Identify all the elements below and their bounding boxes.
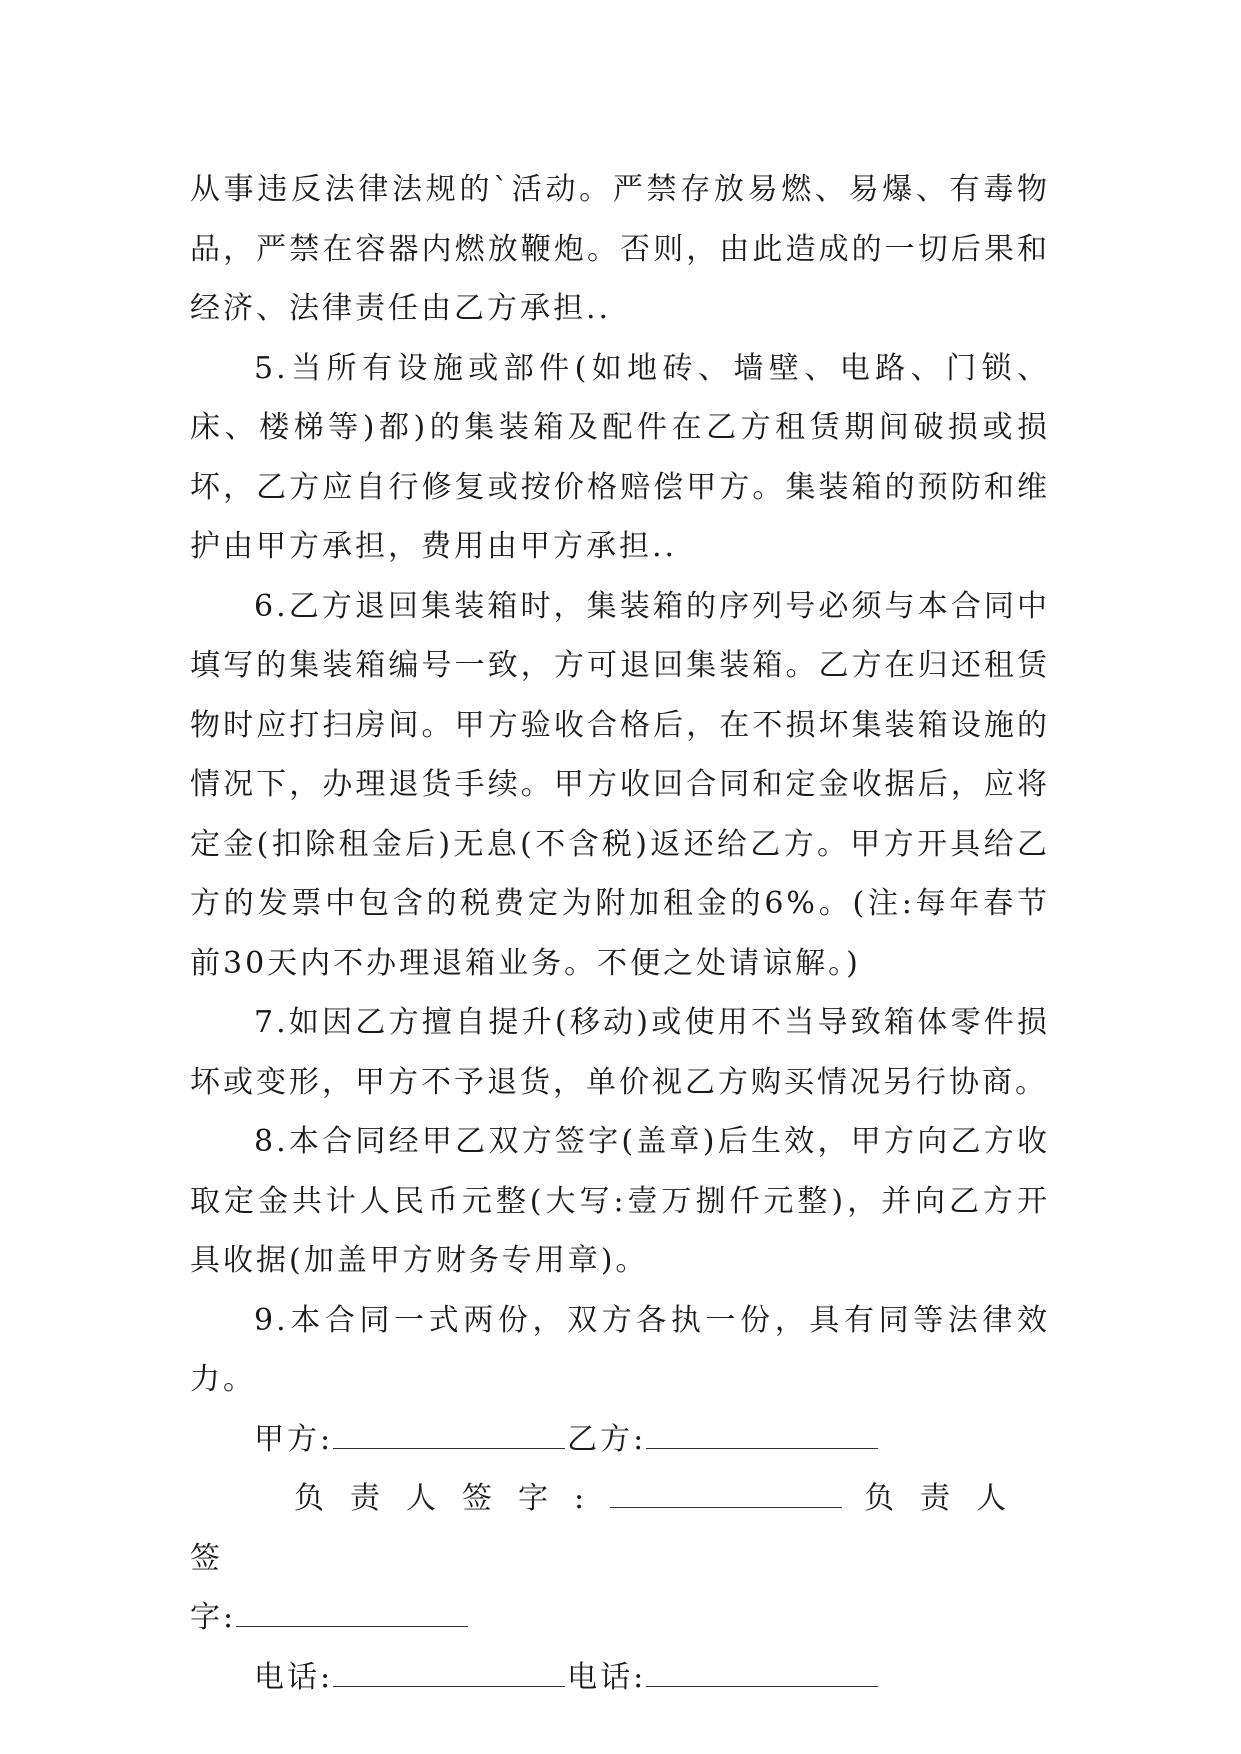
party-b-blank[interactable] [646, 1418, 878, 1449]
signer-line-continued [190, 1588, 1050, 1648]
signer-b-label: 负责人签 [190, 1481, 1033, 1576]
signer-a-label: 负责人签字: [294, 1481, 611, 1516]
party-a-label: 甲方: [254, 1421, 334, 1457]
signer-a-blank[interactable] [610, 1477, 842, 1508]
party-line [190, 1410, 1050, 1470]
signer-b-label-tail: 字: [190, 1600, 237, 1635]
paragraph-clause-9: 9.本合同一式两份，双方各执一份，具有同等法律效力。 [190, 1302, 1050, 1397]
phone-b-label: 电话: [567, 1659, 647, 1695]
signer-line [190, 1469, 1050, 1588]
signer-b-blank[interactable] [236, 1596, 468, 1627]
paragraph-clause-5: 5.当所有设施或部件(如地砖、墙壁、电路、门锁、床、楼梯等)都)的集装箱及配件在乙方租赁期间破损或损坏，乙方应自行修复或按价格赔偿甲方。集装箱的预防和维护由甲方承担，费用由甲方承担.. [190, 350, 1050, 564]
contract-body [190, 160, 1050, 1707]
phone-a-label: 电话: [254, 1659, 334, 1695]
paragraph-clause-8: 8.本合同经甲乙双方签字(盖章)后生效，甲方向乙方收取定金共计人民币元整(大写:壹万捌仟元整)，并向乙方开具收据(加盖甲方财务专用章)。 [190, 1124, 1050, 1278]
paragraph-clause-7: 7.如因乙方擅自提升(移动)或使用不当导致箱体零件损坏或变形，甲方不予退货，单价视乙方购买情况另行协商。 [190, 1005, 1050, 1100]
paragraph-clause-6: 6.乙方退回集装箱时，集装箱的序列号必须与本合同中填写的集装箱编号一致，方可退回集装箱。乙方在归还租赁物时应打扫房间。甲方验收合格后，在不损坏集装箱设施的情况下，办理退货手续。甲方收回合同和定金收据后，应将定金(扣除租金后)无息(不含税)返还给乙方。甲方开具给乙方的发票中包含的税费定为附加租金的6%。(注:每年春节前30天内不办理退箱业务。不便之处请谅解。) [190, 588, 1050, 981]
party-a-blank[interactable] [333, 1418, 565, 1449]
phone-a-blank[interactable] [333, 1656, 565, 1687]
phone-b-blank[interactable] [646, 1656, 878, 1687]
phone-line [190, 1648, 1050, 1708]
party-b-label: 乙方: [567, 1421, 647, 1457]
paragraph-continuation: 从事违反法律法规的`活动。严禁存放易燃、易爆、有毒物品，严禁在容器内燃放鞭炮。否则，由此造成的一切后果和经济、法律责任由乙方承担.. [190, 172, 1050, 326]
